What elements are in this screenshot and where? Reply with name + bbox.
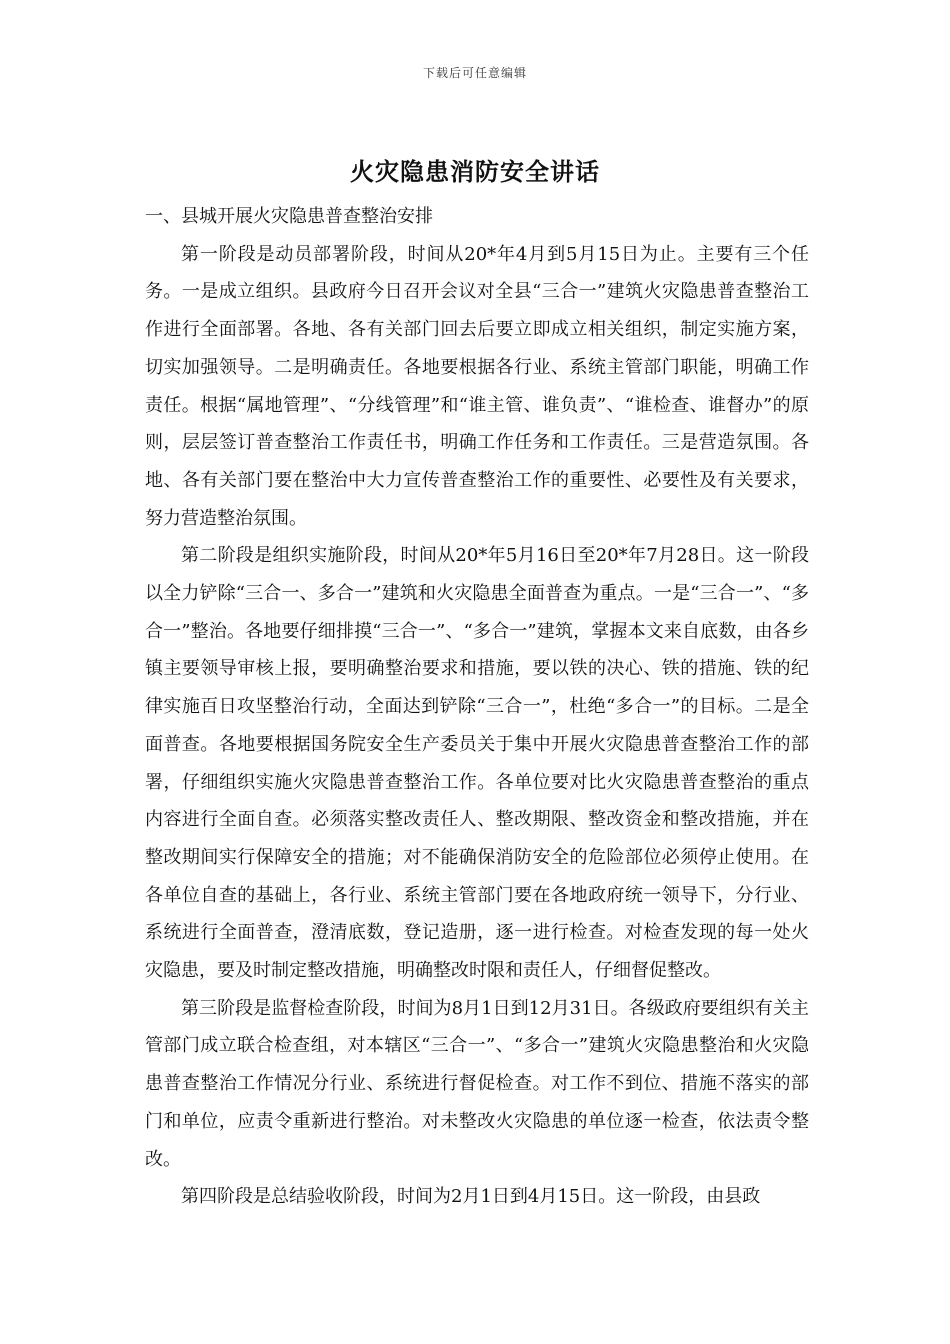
section-heading: 一、县城开展火灾隐患普查整治安排 <box>145 206 433 227</box>
document-body <box>145 198 809 1216</box>
page-header: 下载后可任意编辑 <box>422 66 527 80</box>
paragraph-stage-1: 第一阶段是动员部署阶段，时间从20*年4月到5月15日为止。主要有三个任务。一是成立组织。县政府今日召开会议对全县“三合一”建筑火灾隐患普查整治工作进行全面部署。各地、各有关部门回去后要立即成立相关组织，制定实施方案，切实加强领导。二是明确责任。各地要根据各行业、系统主管部门职能，明确工作责任。根据“属地管理”、“分线管理”和“谁主管、谁负责”、“谁检查、谁督办”的原则，层层签订普查整治工作责任书，明确工作任务和工作责任。三是营造氛围。各地、各有关部门要在整治中大力宣传普查整治工作的重要性、必要性及有关要求，努力营造整治氛围。 <box>145 243 809 529</box>
paragraph-stage-3: 第三阶段是监督检查阶段，时间为8月1日到12月31日。各级政府要组织有关主管部门成立联合检查组，对本辖区“三合一”、“多合一”建筑火灾隐患整治和火灾隐患普查整治工作情况分行业、系统进行督促检查。对工作不到位、措施不落实的部门和单位，应责令重新进行整治。对未整改火灾隐患的单位逐一检查，依法责令整改。 <box>145 997 809 1170</box>
paragraph-stage-2: 第二阶段是组织实施阶段，时间从20*年5月16日至20*年7月28日。这一阶段以全力铲除“三合一、多合一”建筑和火灾隐患全面普查为重点。一是“三合一”、“多合一”整治。各地要仔细排摸“三合一”、“多合一”建筑，掌握本文来自底数，由各乡镇主要领导审核上报，要明确整治要求和措施，要以铁的决心、铁的措施、铁的纪律实施百日攻坚整治行动，全面达到铲除“三合一”，杜绝“多合一”的目标。二是全面普查。各地要根据国务院安全生产委员关于集中开展火灾隐患普查整治工作的部署，仔细组织实施火灾隐患普查整治工作。各单位要对比火灾隐患普查整治的重点内容进行全面自查。必须落实整改责任人、整改期限、整改资金和整改措施，并在整改期间实行保障安全的措施；对不能确保消防安全的危险部位必须停止使用。在各单位自查的基础上，各行业、系统主管部门要在各地政府统一领导下，分行业、系统进行全面普查，澄清底数，登记造册，逐一进行检查。对检查发现的每一处火灾隐患，要及时制定整改措施，明确整改时限和责任人，仔细督促整改。 <box>145 545 809 982</box>
document-title: 火灾隐患消防安全讲话 <box>350 157 600 186</box>
paragraph-stage-4: 第四阶段是总结验收阶段，时间为2月1日到4月15日。这一阶段，由县政 <box>181 1186 761 1208</box>
